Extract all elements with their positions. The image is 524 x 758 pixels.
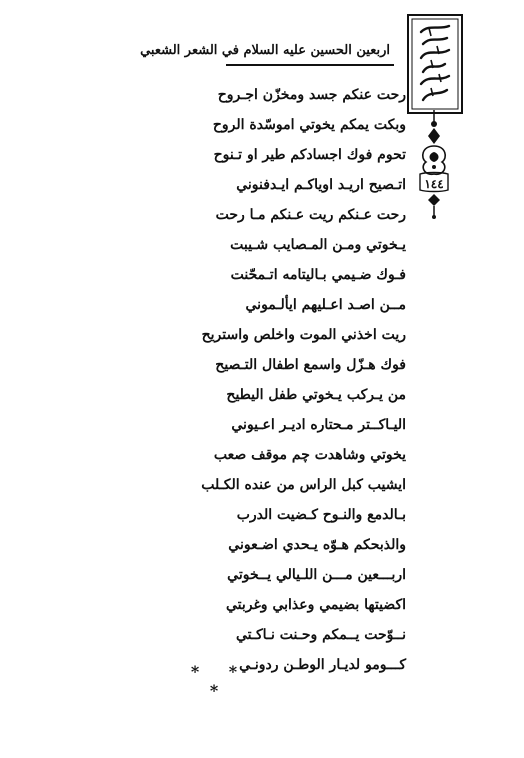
verse-line: ريت اخذني الموت واخلص واستريح	[201, 327, 406, 343]
verse-line: اتـصيح اريـد اوياكـم ايـدفنوني	[236, 177, 406, 193]
verse-line: ايشيب كبل الراس من عنده الكـلب	[201, 477, 406, 493]
section-end-stars: * * *	[190, 662, 250, 700]
verse-line: والذبحكم هـوّه يـحدي اضـعوني	[228, 537, 406, 553]
verse-line: نــوّحت يــمكم وحـنت نـاكـتي	[235, 627, 406, 643]
verse-line: وبكت يمكم يخوتي اموسّدة الروح	[212, 117, 406, 133]
header-title: اربعين الحسين عليه السلام في الشعر الشعبي	[140, 43, 390, 58]
verse-line: فـوك ضـيمي بـاليتامه اتـمحّنت	[230, 267, 406, 283]
running-header	[140, 40, 394, 66]
poem-body	[96, 80, 406, 680]
calligraphy-logo-icon	[409, 16, 461, 112]
verse-line: يـخوتي ومـن المـصايب شـيبت	[230, 237, 406, 253]
verse-line: اليـاكــتر مـحتاره اديـر اعـيوني	[231, 417, 406, 433]
verse-line: تحوم فوك اجسادكم طير او تـنوح	[213, 147, 406, 163]
verse-line: رحت عنكم جسد ومخزّن اجـروح	[217, 87, 406, 103]
verse-line: من يـركب يـخوتي طفل اليطيح	[226, 387, 406, 403]
verse-line: كـــومو لديـار الوطـن ردونـي	[239, 657, 406, 673]
verse-line: فوك هـزّل واسمع اطفال التـصيح	[215, 357, 406, 373]
verse-line: يخوتي وشاهدت چم موقف صعب	[213, 447, 406, 463]
verse-line: اربـــعين مـــن اللـيالي يــخوتي	[227, 567, 406, 583]
book-emblem	[407, 14, 463, 114]
decorative-ornament	[418, 110, 450, 220]
verse-line: بـالدمع والنـوح كـضيت الدرب	[236, 507, 406, 523]
page-number: ١٤٤	[424, 177, 444, 191]
verse-line: اكضيتها بضيمي وعذابي وغربتي	[225, 597, 406, 613]
ornament-icon	[418, 110, 450, 220]
verse-line: رحت عـنكم ريت عـنكم مـا رحت	[215, 207, 406, 223]
verse-line: مــن اصـد اعـليهم ايألـموني	[245, 297, 406, 313]
